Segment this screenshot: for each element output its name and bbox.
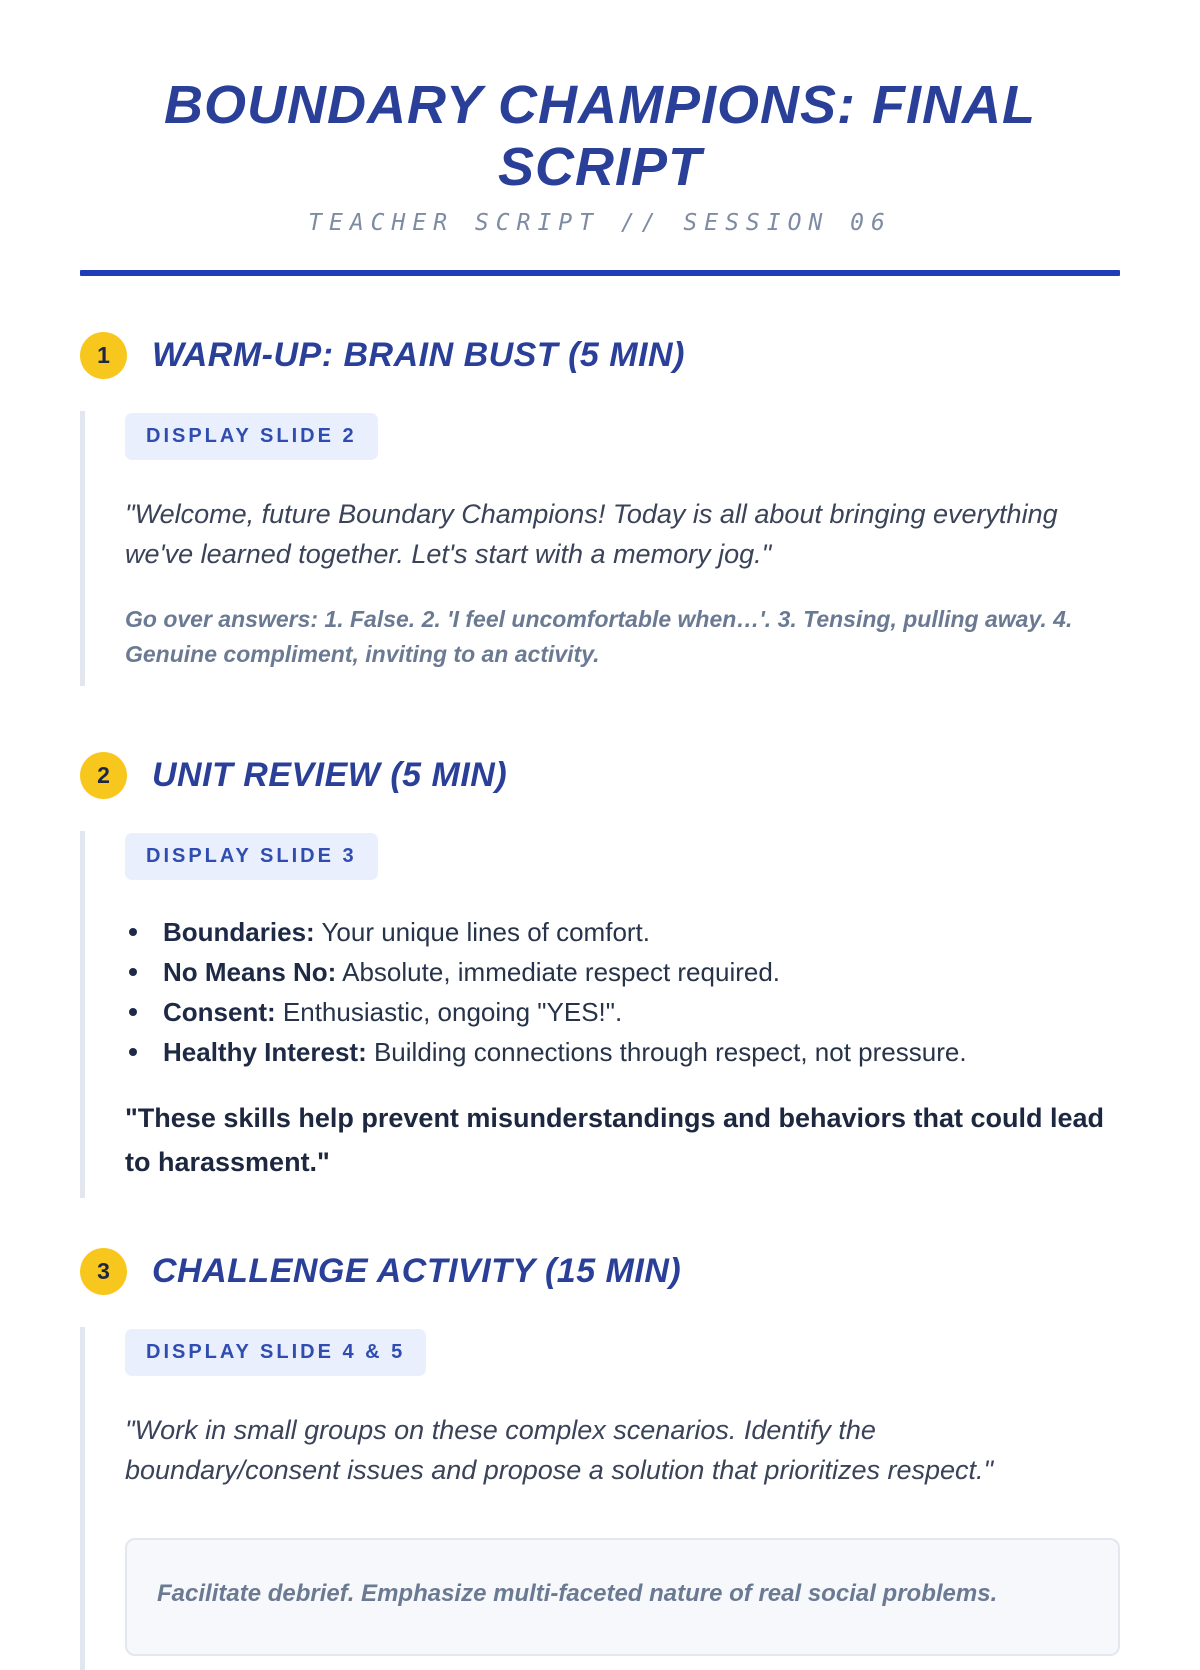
bullet-item [125, 992, 1120, 1032]
page-title: BOUNDARY CHAMPIONS: FINAL SCRIPT [163, 75, 1037, 197]
bullet-dot-icon [129, 1008, 137, 1016]
note-line: Go over answers: 1. False. 2. 'I feel uncomfortable when…'. 3. Tensing, pulling away. 4. [125, 606, 1073, 632]
bullet-label: Healthy Interest: [163, 1037, 367, 1067]
note-line: Genuine compliment, inviting to an activity. [125, 641, 600, 667]
bullet-label: Boundaries: [163, 917, 315, 947]
statement-line: "These skills help prevent misunderstandings and behaviors that could lead [125, 1103, 1105, 1133]
bullet-item [125, 952, 1120, 992]
section-content [80, 1327, 1120, 1670]
quote-line: we've learned together. Let's start with a memory jog." [125, 539, 772, 569]
script-quote [125, 1410, 1120, 1490]
section-header [80, 752, 1120, 799]
display-slide-badge: DISPLAY SLIDE 3 [125, 833, 378, 880]
bullet-dot-icon [129, 1048, 137, 1056]
display-slide-badge: DISPLAY SLIDE 2 [125, 413, 378, 460]
key-statement [125, 1096, 1120, 1184]
bullet-desc: Building connections through respect, not pressure. [366, 1037, 967, 1067]
step-number-badge: 3 [80, 1248, 127, 1295]
section-heading: UNIT REVIEW (5 MIN) [152, 756, 508, 794]
script-quote [125, 494, 1120, 574]
statement-line: to harassment." [125, 1147, 330, 1177]
bullet-dot-icon [129, 968, 137, 976]
section-header [80, 332, 1120, 379]
section-header [80, 1248, 1120, 1295]
step-number-badge: 2 [80, 752, 127, 799]
section-unit-review [80, 752, 1120, 1198]
display-slide-badge: DISPLAY SLIDE 4 & 5 [125, 1329, 426, 1376]
bullet-content [163, 992, 622, 1032]
teacher-note [125, 602, 1120, 672]
section-heading: CHALLENGE ACTIVITY (15 MIN) [152, 1252, 682, 1290]
bullet-item [125, 1032, 1120, 1072]
bullet-list [125, 912, 1120, 1072]
bullet-desc: Enthusiastic, ongoing "YES!". [275, 997, 623, 1027]
section-warm-up [80, 332, 1120, 686]
bullet-label: No Means No: [163, 957, 337, 987]
bullet-content [163, 912, 650, 952]
section-content [80, 831, 1120, 1198]
facilitator-note-box [125, 1538, 1120, 1656]
bullet-label: Consent: [163, 997, 276, 1027]
section-heading: WARM-UP: BRAIN BUST (5 MIN) [152, 336, 685, 374]
quote-line: "Work in small groups on these complex scenarios. Identify the [125, 1415, 876, 1445]
header-divider [80, 270, 1120, 276]
step-number-badge: 1 [80, 332, 127, 379]
bullet-desc: Absolute, immediate respect required. [336, 957, 781, 987]
document-header [80, 74, 1120, 276]
bullet-item [125, 912, 1120, 952]
section-challenge-activity [80, 1248, 1120, 1670]
quote-line: boundary/consent issues and propose a solution that prioritizes respect." [125, 1455, 994, 1485]
facilitator-note-text: Facilitate debrief. Emphasize multi-faceted nature of real social problems. [157, 1580, 998, 1607]
bullet-desc: Your unique lines of comfort. [314, 917, 651, 947]
quote-line: "Welcome, future Boundary Champions! Today is all about bringing everything [125, 499, 1058, 529]
bullet-dot-icon [129, 928, 137, 936]
page-subtitle: TEACHER SCRIPT // SESSION 06 [308, 210, 892, 236]
bullet-content [163, 1032, 967, 1072]
bullet-content [163, 952, 780, 992]
section-content [80, 411, 1120, 686]
